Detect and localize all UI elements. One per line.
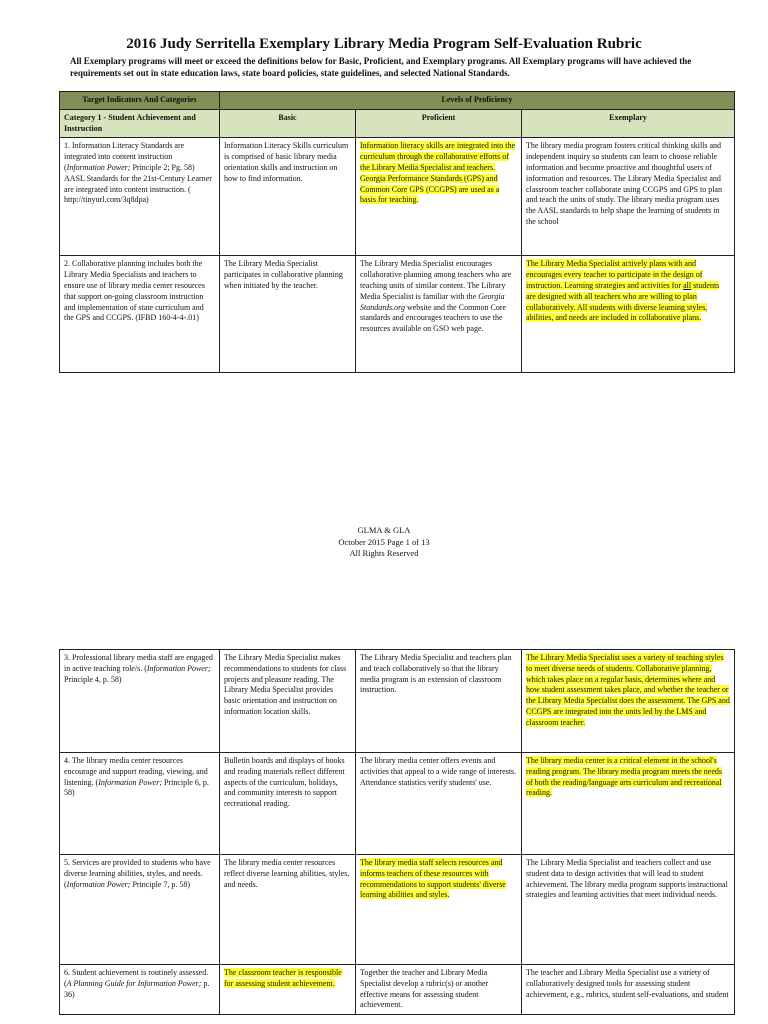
indicator-text: 4. The library media center resources encourage and support reading, viewing, and listening. ( bbox=[64, 756, 208, 787]
rubric-table-page-1 bbox=[59, 91, 735, 373]
proficient-text: The library media center offers events and activities that appeal to a wide range of interests. Attendance statistics verify students' use. bbox=[360, 756, 517, 787]
indicator-text: 2. Collaborative planning includes both the Library Media Specialists and teachers to ensure use of library media center resources that support on-going classroom instruction and implementation of state curriculum and the GPS and CCGPS. (IFBD 160-4-4-.01) bbox=[64, 259, 205, 323]
basic-text-highlighted: The classroom teacher is responsible for assessing student achievement. bbox=[224, 968, 342, 988]
target-indicators-header: Target Indicators And Categories bbox=[60, 92, 220, 110]
exemplary-cell bbox=[522, 138, 735, 256]
exemplary-text: The teacher and Library Media Specialist use a variety of collaboratively designed tools for assessing student achievement, e.g., rubrics, student self-evaluations, and student bbox=[526, 968, 729, 999]
basic-text: The Library Media Specialist participates in collaborative planning when initiated by the teacher. bbox=[224, 259, 343, 290]
indicator-source: Information Power; bbox=[98, 777, 162, 787]
table-row bbox=[60, 753, 735, 855]
footer-page-info: October 2015 Page 1 of 13 All Rights Reserved bbox=[338, 536, 430, 558]
table-row bbox=[60, 855, 735, 965]
basic-text: Bulletin boards and displays of books and reading materials reflect different aspects of the curriculum, holidays, and community interests to support recreational reading. bbox=[224, 756, 345, 809]
basic-text: The Library Media Specialist makes recommendations to students for class projects and pleasure reading. The Library Media Specialist provides basic orientation and instruction on information location skills. bbox=[224, 653, 347, 716]
exemplary-cell bbox=[522, 855, 735, 965]
indicator-text: Principle 2; Pg. 58) bbox=[130, 162, 195, 172]
indicator-text: Principle 4, p. 58) bbox=[64, 674, 122, 684]
document-title: 2016 Judy Serritella Exemplary Library Media Program Self-Evaluation Rubric bbox=[126, 36, 642, 52]
table-row bbox=[60, 650, 735, 753]
basic-cell bbox=[220, 138, 356, 256]
indicator-text: AASL Standards for the 21st-Century Learner are integrated into content instruction. ( http://tinyurl.com/3q8dpa) bbox=[64, 173, 212, 205]
proficient-cell bbox=[356, 855, 522, 965]
proficient-text-highlighted: The library media staff selects resources and informs teachers of these resources with recommendations to support students' diverse learning abilities and styles. bbox=[360, 858, 506, 900]
exemplary-header: Exemplary bbox=[522, 109, 735, 138]
exemplary-cell bbox=[522, 650, 735, 753]
indicator-text: 6. Student achievement is routinely assessed. ( bbox=[64, 968, 209, 988]
table-subheader-row bbox=[60, 109, 735, 138]
exemplary-cell bbox=[522, 965, 735, 1015]
levels-of-proficiency-header: Levels of Proficiency bbox=[220, 92, 735, 110]
exemplary-text-highlighted: The library media center is a critical element in the school's reading program. The library media program meets the needs of both the reading/language arts curriculum and recreational reading. bbox=[526, 756, 723, 798]
indicator-cell bbox=[60, 855, 220, 965]
exemplary-emphasis: all bbox=[683, 280, 692, 290]
indicator-cell bbox=[60, 650, 220, 753]
indicator-text: 1. Information Literacy Standards are integrated into content instruction ( bbox=[64, 141, 185, 172]
basic-text: Information Literacy Skills curriculum is comprised of basic library media orientation skills and instruction on how to find information. bbox=[224, 141, 349, 183]
indicator-cell bbox=[60, 138, 220, 256]
basic-cell bbox=[220, 256, 356, 373]
proficient-text: The Library Media Specialist encourages collaborative planning among teachers who are teaching units of similar content. The Library Media Specialist is familiar with the bbox=[360, 259, 512, 301]
table-row bbox=[60, 965, 735, 1015]
basic-cell bbox=[220, 855, 356, 965]
proficient-text-highlighted: Information literacy skills are integrated into the curriculum through the collaborative efforts of the Library Media Specialist and teachers. Georgia Performance Standards (GPS) and Common Core GPS (CCGPS) are used as a basis for teaching. bbox=[360, 141, 516, 205]
exemplary-cell bbox=[522, 256, 735, 373]
proficient-cell bbox=[356, 256, 522, 373]
exemplary-text-highlighted: The Library Media Specialist actively plans with and encourages every teacher to participate in the design of instruction. Learning strategies and activities for bbox=[526, 259, 703, 290]
basic-header: Basic bbox=[220, 109, 356, 138]
rubric-table-page-2 bbox=[59, 649, 735, 1015]
page-footer bbox=[334, 525, 434, 560]
exemplary-text: The library media program fosters critical thinking skills and independent inquiry so students can learn to choose reliable information and become proactive and thoughtful users of information and resources. The Library Media Specialist and classroom teacher collaborate using CCGPS and GPS to plan and teach the units of study. The library media program uses the AASL standards to help shape the learning of students in the school bbox=[526, 141, 722, 226]
exemplary-text: The Library Media Specialist and teachers collect and use student data to design activities that will lead to student achievement. The library media program supports instructional strategies and learning activities that meet individual needs. bbox=[526, 858, 728, 900]
basic-text: The library media center resources reflect diverse learning abilities, styles, and needs. bbox=[224, 858, 350, 889]
indicator-source: Information Power; bbox=[146, 663, 211, 673]
indicator-text: 5. Services are provided to students who have diverse learning abilities, styles, and needs. ( bbox=[64, 858, 211, 889]
indicator-source: A Planning Guide for Information Power; bbox=[66, 978, 202, 988]
exemplary-cell bbox=[522, 753, 735, 855]
basic-cell bbox=[220, 965, 356, 1015]
exemplary-text-highlighted: The Library Media Specialist uses a variety of teaching styles to meet diverse needs of students. Collaborative planning, which takes place on a regular basis, determines where and how student assessment takes place, and whether the teacher or the Library Media Specialist does the assessment. The GPS and CCGPS are integrated into the units led by the LMS and classroom teacher. bbox=[526, 653, 730, 727]
category-header: Category 1 - Student Achievement and Instruction bbox=[60, 109, 220, 138]
indicator-cell bbox=[60, 753, 220, 855]
proficient-text: website and the Common Core standards and encourages teachers to use the resources available on GSO web page. bbox=[360, 302, 507, 334]
proficient-text: Together the teacher and Library Media Specialist develop a rubric(s) or another effective means for assessing student achievement. bbox=[360, 968, 489, 1010]
table-row bbox=[60, 138, 735, 256]
indicator-text: Principle 7, p. 58) bbox=[130, 879, 190, 889]
indicator-cell bbox=[60, 256, 220, 373]
proficient-cell bbox=[356, 965, 522, 1015]
indicator-source: Information Power; bbox=[66, 879, 131, 889]
exemplary-text-highlighted: students are designed with all teachers who are willing to plan collaboratively. All students with diverse learning styles, abilities, and needs are included in collaborative plans. bbox=[526, 280, 720, 323]
proficient-cell bbox=[356, 753, 522, 855]
table-header-row bbox=[60, 92, 735, 110]
table-row bbox=[60, 256, 735, 373]
basic-cell bbox=[220, 753, 356, 855]
proficient-source: Georgia Standards.org bbox=[360, 291, 505, 312]
proficient-header: Proficient bbox=[356, 109, 522, 138]
footer-org: GLMA & GLA bbox=[357, 525, 411, 535]
indicator-text: 3. Professional library media staff are engaged in active teaching role/s. ( bbox=[64, 653, 213, 673]
indicator-text: Principle 6, p. 58) bbox=[64, 777, 209, 798]
proficient-cell bbox=[356, 650, 522, 753]
proficient-text: The Library Media Specialist and teachers plan and teach collaboratively so that the library media program is an extension of classroom instruction. bbox=[360, 653, 512, 695]
basic-cell bbox=[220, 650, 356, 753]
indicator-text: p. 36) bbox=[64, 978, 210, 999]
intro-paragraph: All Exemplary programs will meet or exceed the definitions below for Basic, Proficient, and Exemplary programs. All Exemplary programs will have achieved the requirements set out in state education laws, state board policies, state guidelines, and selected National Standards. bbox=[70, 56, 692, 78]
indicator-cell bbox=[60, 965, 220, 1015]
proficient-cell bbox=[356, 138, 522, 256]
indicator-source: Information Power; bbox=[66, 162, 131, 172]
